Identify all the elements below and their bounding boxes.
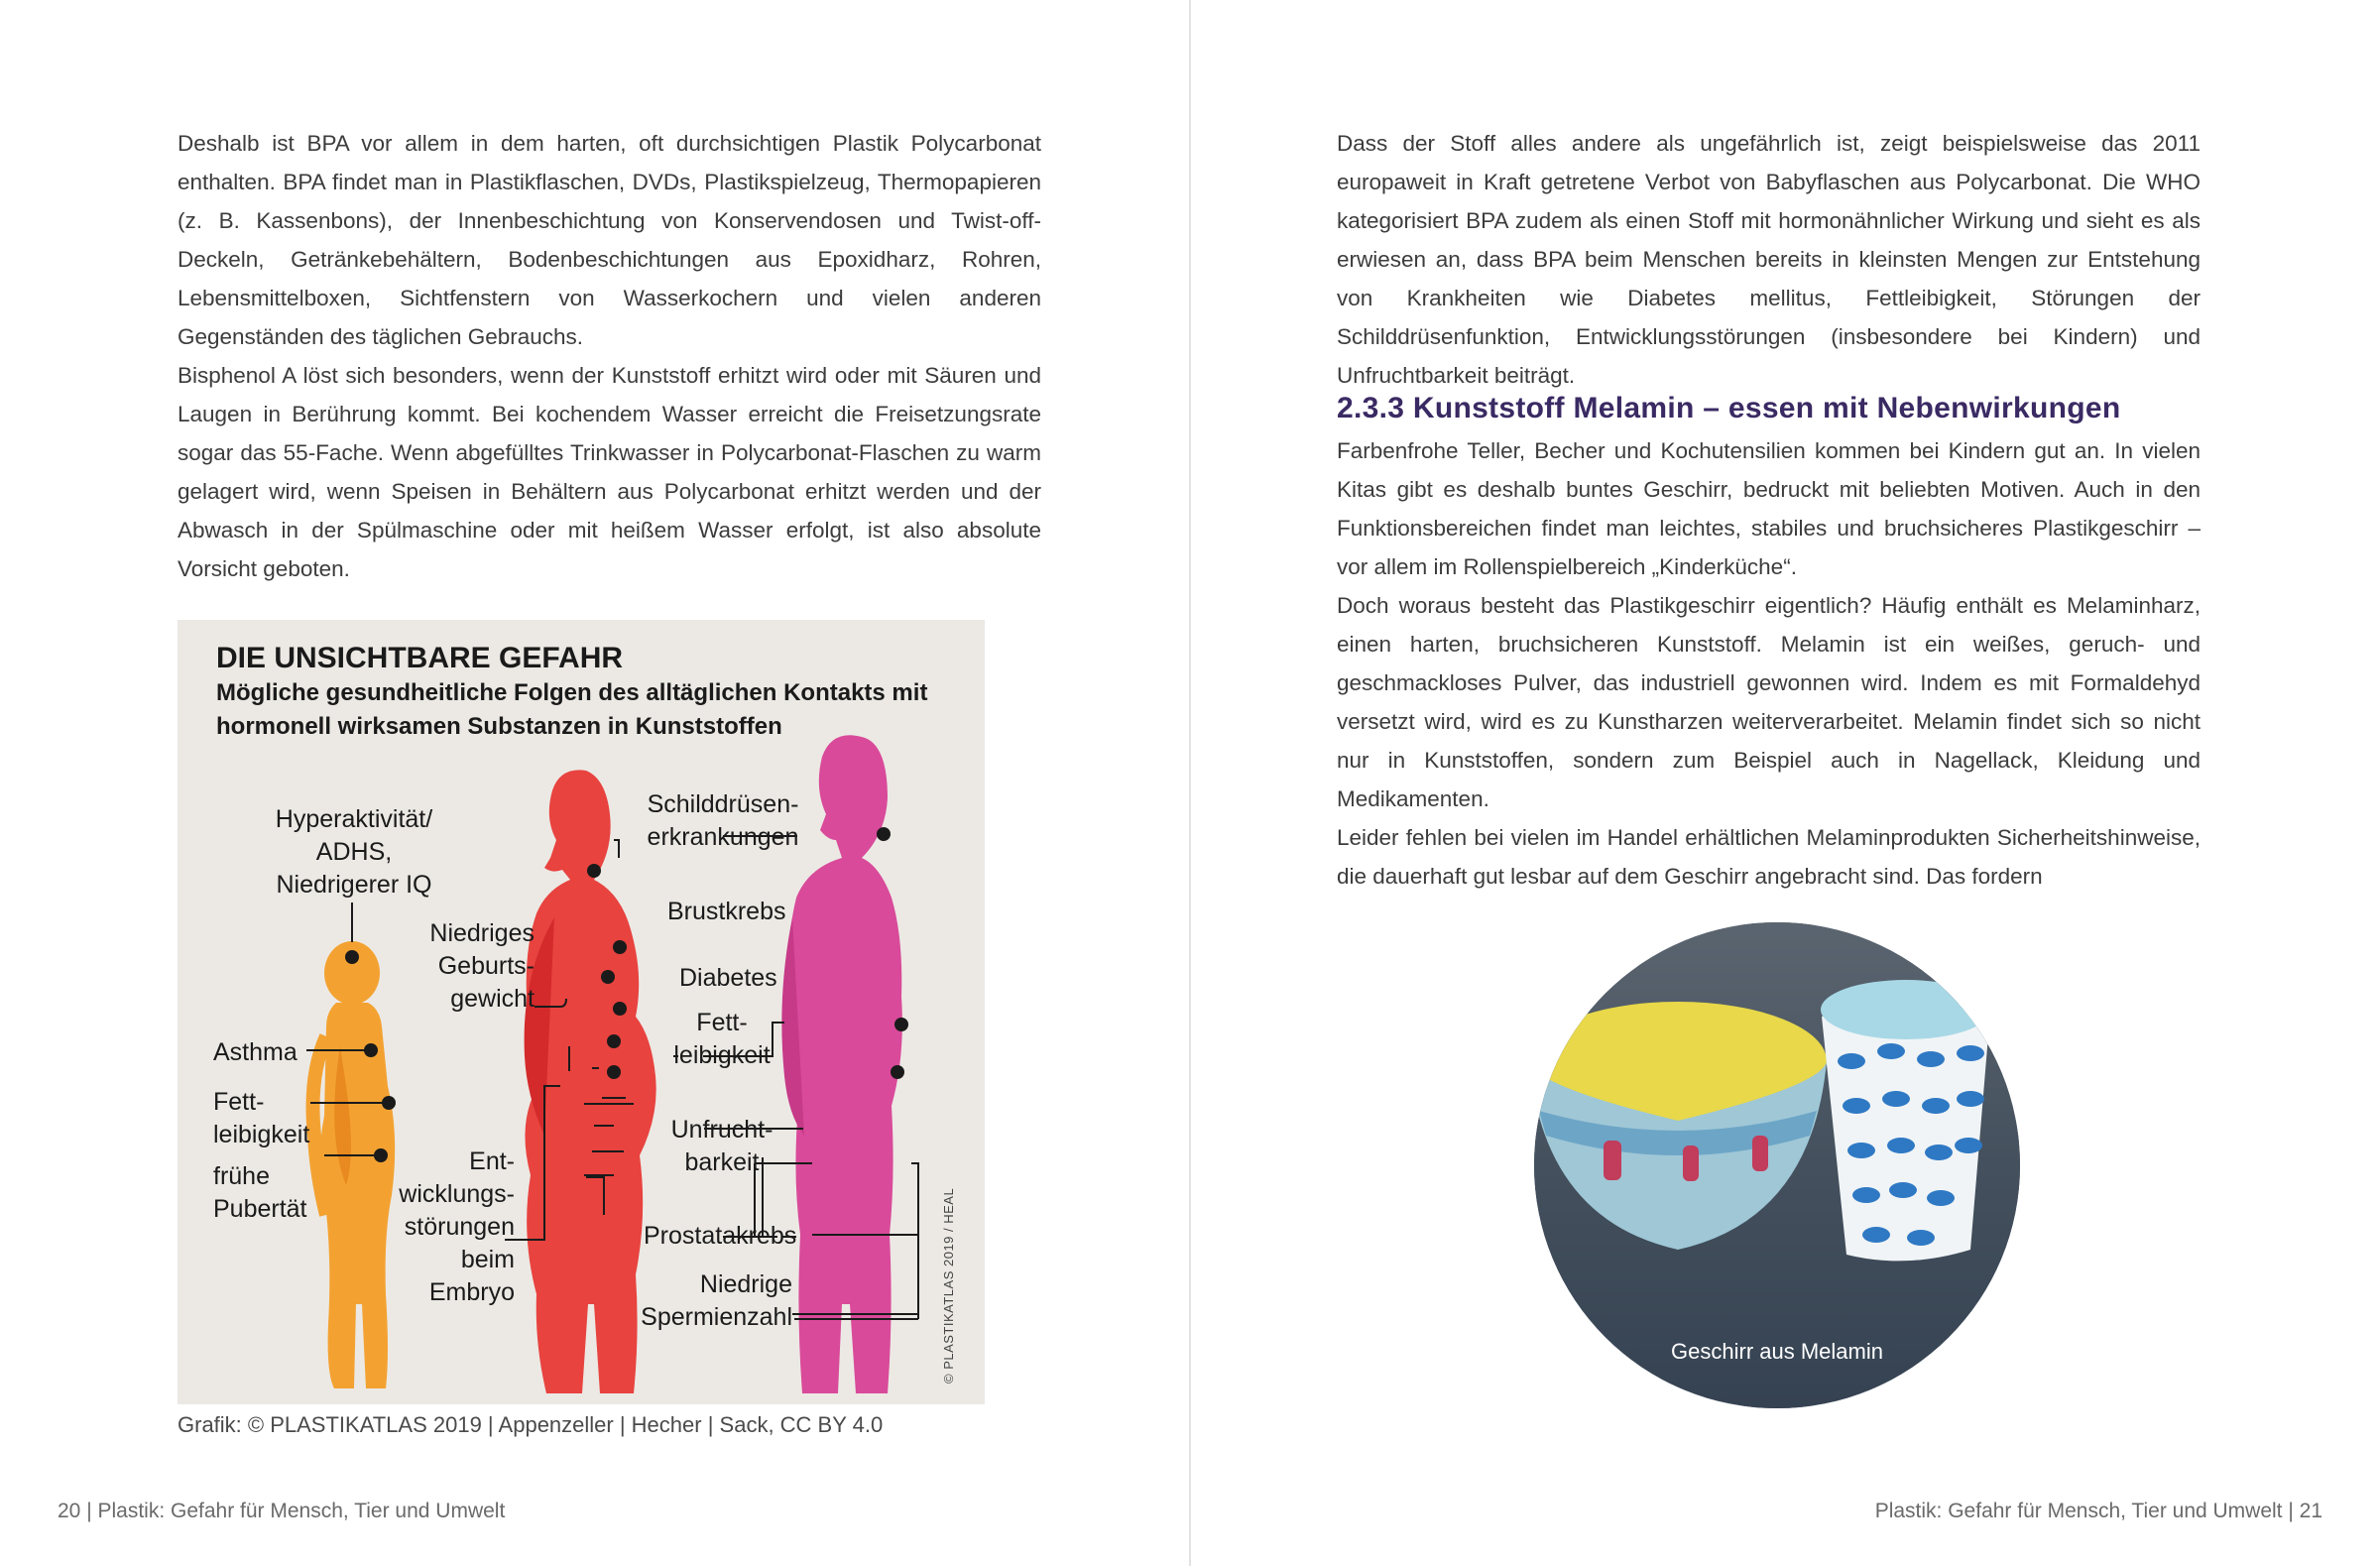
label-unfruchtbarkeit: Unfrucht- barkeit	[670, 1116, 774, 1176]
label-brustkrebs: Brustkrebs	[667, 898, 786, 925]
paragraph: Doch woraus besteht das Plastikgeschirr eigentlich? Häufig enthält es Melaminharz, einen harten, bruchsicheren Kunststoff. Melamin ist ein weißes, geruch- und geschmackloses Pulver, das industriell gewonnen wird. Indem es mit Formaldehyd versetzt wird, wird es zu Kunstharzen weiterverarbeitet. Melamin findet sich so nicht nur in Kunststoffen, sondern zum Beispiel auch in Nagellack, Kleidung und Medikamenten.	[1337, 593, 2201, 811]
label-schilddruese: Schilddrüsen- erkrankungen	[647, 790, 799, 851]
label-hyperaktivitaet: Hyperaktivität/ ADHS, Niedrigerer IQ	[275, 805, 433, 899]
paragraph: Dass der Stoff alles andere als ungefährlich ist, zeigt beispielsweise das 2011 europaweit in Kraft getretene Verbot von Babyflaschen aus Polycarbonat. Die WHO kategorisiert BPA zudem als einen Stoff mit hormonähnlicher Wirkung und sieht es als erwiesen an, dass BPA beim Menschen bereits in kleinsten Mengen zur Entstehung von Krankheiten wie Diabetes mellitus, Fettleibigkeit, Störungen der Schilddrüsenfunktion, Entwicklungsstörungen (insbesondere bei Kindern) und Unfruchtbarkeit beiträgt.	[1337, 131, 2201, 388]
infographic	[178, 620, 985, 1404]
infographic-subtitle: Mögliche gesundheitliche Folgen des alltäglichen Kontakts mit hormonell wirksamen Substanzen in Kunststoffen	[216, 679, 928, 740]
paragraph: Farbenfrohe Teller, Becher und Kochutensilien kommen bei Kindern gut an. In vielen Kitas gibt es deshalb buntes Geschirr, bedruckt mit beliebten Motiven. Auch in den Funktionsbereichen findet man leichtes, stabiles und bruchsicheres Plastikgeschirr – vor allem im Rollenspielbereich „Kinderküche“.	[1337, 438, 2201, 579]
photo-caption: Geschirr aus Melamin	[1671, 1339, 1883, 1364]
label-diabetes: Diabetes	[679, 964, 777, 992]
label-asthma: Asthma	[213, 1038, 298, 1066]
paragraph: Bisphenol A löst sich besonders, wenn der Kunststoff erhitzt wird oder mit Säuren und Laugen in Berührung kommt. Bei kochendem Wasser erreicht die Freisetzungsrate sogar das 55-Fache. Wenn abgefülltes Trinkwasser in Polycarbonat-Flaschen zu warm gelagert wird, wenn Speisen in Behältern aus Polycarbonat erhitzt werden und der Abwasch in der Spülmaschine oder mit heißem Wasser erfolgt, ist also absolute Vorsicht geboten.	[178, 363, 1041, 581]
paragraph: Leider fehlen bei vielen im Handel erhältlichen Melaminprodukten Sicherheitshinweise, die dauerhaft gut lesbar auf dem Geschirr angebracht sind. Das fordern	[1337, 825, 2201, 889]
label-fettleibigkeit-kind: Fett- leibigkeit	[213, 1088, 310, 1148]
right-body-text	[1337, 431, 2201, 896]
infographic-copyright: © PLASTIKATLAS 2019 / HEAL	[941, 1187, 956, 1384]
page-footer-left: 20 | Plastik: Gefahr für Mensch, Tier und Umwelt	[58, 1500, 506, 1522]
label-geburtsgewicht: Niedriges Geburts- gewicht	[429, 919, 535, 1013]
melamine-tableware-image	[1534, 922, 2020, 1408]
label-entwicklungsstoerungen: Ent- wicklungs- störungen beim Embryo	[399, 1147, 515, 1306]
label-fruehe-pubertaet: frühe Pubertät	[213, 1162, 307, 1223]
label-fettleibigkeit-erwachsen: Fett- leibigkeit	[673, 1009, 771, 1069]
left-body-text	[178, 124, 1041, 588]
left-page	[0, 0, 1189, 1566]
infographic-caption: Grafik: © PLASTIKATLAS 2019 | Appenzeller | Hecher | Sack, CC BY 4.0	[178, 1412, 884, 1437]
infographic-title: DIE UNSICHTBARE GEFAHR	[216, 642, 624, 674]
label-spermienzahl: Niedrige Spermienzahl	[641, 1270, 792, 1331]
right-page	[1191, 0, 2380, 1566]
right-intro-text	[1337, 124, 2201, 395]
melamine-photo	[1534, 922, 2020, 1408]
page-footer-right: Plastik: Gefahr für Mensch, Tier und Umwelt | 21	[1874, 1500, 2322, 1522]
paragraph: Deshalb ist BPA vor allem in dem harten, oft durchsichtigen Plastik Polycarbonat enthalten. BPA findet man in Plastikflaschen, DVDs, Plastikspielzeug, Thermopapieren (z. B. Kassenbons), der Innenbeschichtung von Konservendosen und Twist-off-Deckeln, Getränkebehältern, Bodenbeschichtungen aus Epoxidharz, Rohren, Lebensmittelboxen, Sichtfenstern von Wasserkochern und vielen anderen Gegenständen des täglichen Gebrauchs.	[178, 131, 1041, 349]
section-heading: 2.3.3 Kunststoff Melamin – essen mit Nebenwirkungen	[1337, 392, 2121, 424]
label-prostatakrebs: Prostatakrebs	[644, 1222, 797, 1250]
